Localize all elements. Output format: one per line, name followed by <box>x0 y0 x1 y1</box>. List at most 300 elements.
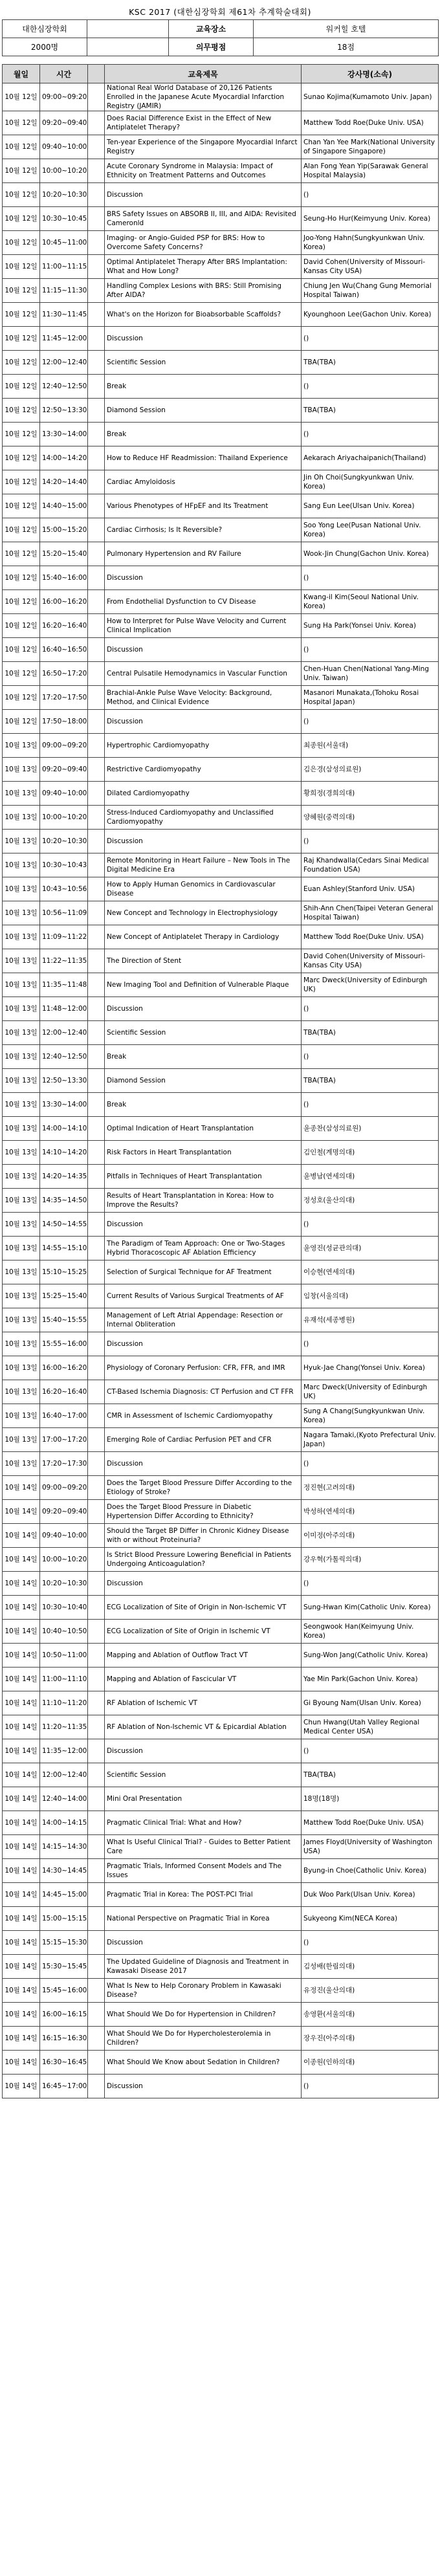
blank-cell <box>88 207 105 231</box>
session-topic: Discussion <box>105 1739 302 1763</box>
session-speaker: 이승현(연세의대) <box>302 1260 439 1284</box>
session-speaker: Marc Dweck(University of Edinburgh UK) <box>302 973 439 997</box>
blank-cell <box>88 159 105 183</box>
session-speaker: Sang Eun Lee(Ulsan Univ. Korea) <box>302 494 439 518</box>
session-time: 11:48~12:00 <box>40 997 88 1021</box>
blank-cell <box>88 1931 105 1955</box>
blank-cell <box>88 351 105 375</box>
session-date: 10월 13일 <box>3 1404 40 1428</box>
session-topic: Mapping and Ablation of Outflow Tract VT <box>105 1644 302 1668</box>
credit-value: 18점 <box>254 38 439 56</box>
session-date: 10월 14일 <box>3 1739 40 1763</box>
table-row <box>3 1476 439 1500</box>
info-row-1 <box>3 20 439 38</box>
session-speaker: Euan Ashley(Stanford Univ. USA) <box>302 877 439 901</box>
blank-cell <box>88 1955 105 1979</box>
session-date: 10월 13일 <box>3 1237 40 1260</box>
session-topic: National Real World Database of 20,126 Patients Enrolled in the Japanese Acute Myocardial Infarction Registry (JAMIR) <box>105 83 302 111</box>
session-date: 10월 14일 <box>3 1763 40 1787</box>
table-row <box>3 1763 439 1787</box>
session-speaker: 윤병남(연세의대) <box>302 1165 439 1189</box>
session-speaker: Sung-Won Jang(Catholic Univ. Korea) <box>302 1644 439 1668</box>
table-row <box>3 446 439 470</box>
session-speaker: Masanori Munakata,(Tohoku Rosai Hospital Japan) <box>302 686 439 710</box>
blank-cell <box>88 1093 105 1117</box>
session-date: 10월 14일 <box>3 2027 40 2051</box>
session-speaker: () <box>302 1572 439 1596</box>
session-date: 10월 12일 <box>3 351 40 375</box>
session-time: 17:00~17:20 <box>40 1428 88 1452</box>
session-speaker: () <box>302 566 439 590</box>
session-time: 14:55~15:10 <box>40 1237 88 1260</box>
session-time: 11:09~11:22 <box>40 925 88 949</box>
session-topic: National Perspective on Pragmatic Trial in Korea <box>105 1907 302 1931</box>
session-topic: Pragmatic Clinical Trial: What and How? <box>105 1811 302 1835</box>
session-speaker: Alan Fong Yean Yip(Sarawak General Hospital Malaysia) <box>302 159 439 183</box>
session-topic: Cardiac Cirrhosis; Is It Reversible? <box>105 518 302 542</box>
blank-cell <box>88 1596 105 1620</box>
table-row <box>3 494 439 518</box>
blank-cell <box>88 542 105 566</box>
session-date: 10월 14일 <box>3 1572 40 1596</box>
session-time: 17:50~18:00 <box>40 710 88 734</box>
blank-cell <box>88 494 105 518</box>
session-speaker: David Cohen(University of Missouri-Kansas City USA) <box>302 949 439 973</box>
session-topic: CMR in Assessment of Ischemic Cardiomyopathy <box>105 1404 302 1428</box>
session-topic: Scientific Session <box>105 1763 302 1787</box>
session-speaker: Aekarach Ariyachaipanich(Thailand) <box>302 446 439 470</box>
session-time: 12:00~12:40 <box>40 1763 88 1787</box>
session-topic: Acute Coronary Syndrome in Malaysia: Impact of Ethnicity on Treatment Patterns and Outcomes <box>105 159 302 183</box>
session-topic: Optimal Indication of Heart Transplantation <box>105 1117 302 1141</box>
session-topic: How to Reduce HF Readmission: Thailand Experience <box>105 446 302 470</box>
header-speaker: 강사명(소속) <box>302 65 439 83</box>
session-time: 11:22~11:35 <box>40 949 88 973</box>
table-row <box>3 1907 439 1931</box>
session-time: 12:50~13:30 <box>40 1069 88 1093</box>
session-topic: From Endothelial Dysfunction to CV Disease <box>105 590 302 614</box>
session-speaker: () <box>302 997 439 1021</box>
table-row <box>3 327 439 351</box>
blank-cell <box>88 279 105 303</box>
blank-cell <box>88 1213 105 1237</box>
session-topic: Results of Heart Transplantation in Korea: How to Improve the Results? <box>105 1189 302 1213</box>
blank-cell <box>88 303 105 327</box>
session-date: 10월 12일 <box>3 542 40 566</box>
blank-cell <box>88 806 105 830</box>
session-time: 12:00~12:40 <box>40 1021 88 1045</box>
session-date: 10월 13일 <box>3 901 40 925</box>
session-time: 10:56~11:09 <box>40 901 88 925</box>
session-time: 11:15~11:30 <box>40 279 88 303</box>
header-time: 시간 <box>40 65 88 83</box>
blank-cell <box>88 231 105 255</box>
session-speaker: 정성호(울산의대) <box>302 1189 439 1213</box>
table-row <box>3 111 439 135</box>
session-topic: Does the Target Blood Pressure Differ According to the Etiology of Stroke? <box>105 1476 302 1500</box>
session-speaker: Sung A Chang(Sungkyunkwan Univ. Korea) <box>302 1404 439 1428</box>
session-time: 10:00~10:20 <box>40 159 88 183</box>
session-topic: Discussion <box>105 710 302 734</box>
session-topic: The Paradigm of Team Approach: One or Two-Stages Hybrid Thoracoscopic AF Ablation Efficiency <box>105 1237 302 1260</box>
session-time: 14:40~15:00 <box>40 494 88 518</box>
session-date: 10월 13일 <box>3 1356 40 1380</box>
session-topic: Discussion <box>105 1213 302 1237</box>
blank-cell <box>88 1572 105 1596</box>
session-topic: Handling Complex Lesions with BRS: Still Promising After AIDA? <box>105 279 302 303</box>
session-topic: Cardiac Amyloidosis <box>105 470 302 494</box>
table-row <box>3 183 439 207</box>
session-time: 09:20~09:40 <box>40 111 88 135</box>
session-speaker: Chan Yan Yee Mark(National University of Singapore Singapore) <box>302 135 439 159</box>
session-speaker: TBA(TBA) <box>302 1069 439 1093</box>
session-speaker: TBA(TBA) <box>302 351 439 375</box>
session-date: 10월 13일 <box>3 830 40 853</box>
session-date: 10월 14일 <box>3 2075 40 2098</box>
session-topic: Discussion <box>105 638 302 662</box>
session-time: 11:00~11:15 <box>40 255 88 279</box>
session-topic: What Should We Do for Hypertension in Children? <box>105 2003 302 2027</box>
blank-cell <box>88 710 105 734</box>
venue-label: 교육장소 <box>169 20 254 38</box>
session-speaker: 양혜원(중력의대) <box>302 806 439 830</box>
session-time: 14:20~14:35 <box>40 1165 88 1189</box>
session-topic: What's on the Horizon for Bioabsorbable Scaffolds? <box>105 303 302 327</box>
session-date: 10월 14일 <box>3 1931 40 1955</box>
blank-cell <box>88 997 105 1021</box>
table-row <box>3 1021 439 1045</box>
session-speaker: Marc Dweck(University of Edinburgh UK) <box>302 1380 439 1404</box>
session-date: 10월 12일 <box>3 327 40 351</box>
session-date: 10월 14일 <box>3 1859 40 1883</box>
session-topic: Discussion <box>105 2075 302 2098</box>
session-time: 11:20~11:35 <box>40 1715 88 1739</box>
session-time: 10:00~10:20 <box>40 806 88 830</box>
table-row <box>3 1668 439 1691</box>
session-speaker: 황희정(경희의대) <box>302 782 439 806</box>
table-row <box>3 518 439 542</box>
session-topic: What Should We Know about Sedation in Children? <box>105 2051 302 2075</box>
session-topic: ECG Localization of Site of Origin in Ischemic VT <box>105 1620 302 1644</box>
session-date: 10월 12일 <box>3 159 40 183</box>
table-row <box>3 1452 439 1476</box>
blank-cell <box>88 1979 105 2003</box>
session-speaker: Sung-Hwan Kim(Catholic Univ. Korea) <box>302 1596 439 1620</box>
session-date: 10월 12일 <box>3 255 40 279</box>
session-speaker: 윤영진(성균관의대) <box>302 1237 439 1260</box>
blank-cell <box>88 1284 105 1308</box>
session-date: 10월 13일 <box>3 806 40 830</box>
blank-cell <box>88 1021 105 1045</box>
session-time: 10:20~10:30 <box>40 830 88 853</box>
session-time: 11:00~11:10 <box>40 1668 88 1691</box>
session-time: 09:00~09:20 <box>40 83 88 111</box>
table-row <box>3 2003 439 2027</box>
document-title: KSC 2017 (대한심장학회 제61차 추계학술대회) <box>129 7 311 17</box>
session-topic: Current Results of Various Surgical Treatments of AF <box>105 1284 302 1308</box>
table-row <box>3 1141 439 1165</box>
session-date: 10월 12일 <box>3 303 40 327</box>
session-date: 10월 12일 <box>3 207 40 231</box>
blank-cell <box>88 255 105 279</box>
session-date: 10월 13일 <box>3 1332 40 1356</box>
blank-cell <box>88 614 105 638</box>
session-date: 10월 12일 <box>3 494 40 518</box>
session-speaker: 이미정(아주의대) <box>302 1524 439 1548</box>
session-date: 10월 12일 <box>3 614 40 638</box>
table-row <box>3 1284 439 1308</box>
table-row <box>3 1835 439 1859</box>
session-time: 16:00~16:20 <box>40 1356 88 1380</box>
session-time: 12:00~12:40 <box>40 351 88 375</box>
session-date: 10월 12일 <box>3 566 40 590</box>
session-speaker: Nagara Tamaki,(Kyoto Prefectural Univ. Japan) <box>302 1428 439 1452</box>
session-speaker: () <box>302 1739 439 1763</box>
session-date: 10월 14일 <box>3 2051 40 2075</box>
table-row <box>3 351 439 375</box>
session-time: 15:40~16:00 <box>40 566 88 590</box>
session-topic: Discussion <box>105 1332 302 1356</box>
table-row <box>3 662 439 686</box>
session-speaker: 이종원(인하의대) <box>302 2051 439 2075</box>
blank-cell <box>88 901 105 925</box>
session-topic: New Concept and Technology in Electrophysiology <box>105 901 302 925</box>
session-date: 10월 13일 <box>3 1284 40 1308</box>
session-time: 15:00~15:20 <box>40 518 88 542</box>
table-row <box>3 806 439 830</box>
session-speaker: TBA(TBA) <box>302 1763 439 1787</box>
table-row <box>3 135 439 159</box>
session-speaker: () <box>302 1213 439 1237</box>
session-date: 10월 12일 <box>3 423 40 446</box>
table-row <box>3 1332 439 1356</box>
session-topic: Brachial-Ankle Pulse Wave Velocity: Background, Method, and Clinical Evidence <box>105 686 302 710</box>
blank-cell <box>88 1332 105 1356</box>
session-time: 09:40~10:00 <box>40 1524 88 1548</box>
attendee-count: 2000명 <box>3 38 87 56</box>
blank-cell <box>88 1787 105 1811</box>
blank-cell <box>88 662 105 686</box>
session-time: 14:20~14:40 <box>40 470 88 494</box>
table-row <box>3 542 439 566</box>
table-row <box>3 830 439 853</box>
table-row <box>3 399 439 423</box>
table-row <box>3 1117 439 1141</box>
session-topic: RF Ablation of Non-Ischemic VT & Epicardial Ablation <box>105 1715 302 1739</box>
session-speaker: 송영환(서울의대) <box>302 2003 439 2027</box>
blank-cell <box>88 446 105 470</box>
table-row <box>3 279 439 303</box>
session-topic: Remote Monitoring in Heart Failure – New Tools in The Digital Medicine Era <box>105 853 302 877</box>
session-topic: What Is New to Help Coronary Problem in Kawasaki Disease? <box>105 1979 302 2003</box>
session-time: 11:35~12:00 <box>40 1739 88 1763</box>
society-name: 대한심장학회 <box>3 20 87 38</box>
blank-cell <box>88 1476 105 1500</box>
session-date: 10월 13일 <box>3 1308 40 1332</box>
session-speaker: 김성배(한림의대) <box>302 1955 439 1979</box>
session-speaker: Matthew Todd Roe(Duke Univ. USA) <box>302 1811 439 1835</box>
session-time: 14:45~15:00 <box>40 1883 88 1907</box>
session-date: 10월 13일 <box>3 1021 40 1045</box>
session-date: 10월 12일 <box>3 111 40 135</box>
session-topic: Emerging Role of Cardiac Perfusion PET and CFR <box>105 1428 302 1452</box>
table-row <box>3 1189 439 1213</box>
session-time: 09:40~10:00 <box>40 782 88 806</box>
blank-cell <box>88 2075 105 2098</box>
session-topic: Discussion <box>105 830 302 853</box>
table-row <box>3 566 439 590</box>
table-row <box>3 1979 439 2003</box>
session-speaker: Raj Khandwalla(Cedars Sinai Medical Foundation USA) <box>302 853 439 877</box>
session-speaker: Shih-Ann Chen(Taipei Veteran General Hospital Taiwan) <box>302 901 439 925</box>
session-time: 10:30~10:45 <box>40 207 88 231</box>
session-time: 14:00~14:15 <box>40 1811 88 1835</box>
session-date: 10월 14일 <box>3 1955 40 1979</box>
session-topic: Risk Factors in Heart Transplantation <box>105 1141 302 1165</box>
session-topic: Discussion <box>105 183 302 207</box>
blank-cell <box>88 1691 105 1715</box>
session-speaker: 김은경(삼성의료원) <box>302 758 439 782</box>
session-time: 17:20~17:30 <box>40 1452 88 1476</box>
table-row <box>3 782 439 806</box>
session-date: 10월 14일 <box>3 1883 40 1907</box>
table-row <box>3 1404 439 1428</box>
table-row <box>3 1524 439 1548</box>
session-date: 10월 12일 <box>3 231 40 255</box>
session-speaker: Gi Byoung Nam(Ulsan Univ. Korea) <box>302 1691 439 1715</box>
session-date: 10월 13일 <box>3 877 40 901</box>
header-blank <box>88 65 105 83</box>
session-topic: Pragmatic Trial in Korea: The POST-PCI Trial <box>105 1883 302 1907</box>
session-speaker: TBA(TBA) <box>302 1021 439 1045</box>
session-topic: New Concept of Antiplatelet Therapy in Cardiology <box>105 925 302 949</box>
session-speaker: 김인철(계명의대) <box>302 1141 439 1165</box>
session-date: 10월 13일 <box>3 949 40 973</box>
session-time: 09:40~10:00 <box>40 135 88 159</box>
session-date: 10월 12일 <box>3 183 40 207</box>
table-row <box>3 1620 439 1644</box>
session-topic: Scientific Session <box>105 351 302 375</box>
blank-cell <box>88 686 105 710</box>
table-row <box>3 1691 439 1715</box>
session-speaker: Seung-Ho Hur(Keimyung Univ. Korea) <box>302 207 439 231</box>
session-topic: Should the Target BP Differ in Chronic Kidney Disease with or without Proteinuria? <box>105 1524 302 1548</box>
session-time: 09:20~09:40 <box>40 1500 88 1524</box>
schedule-header-row <box>3 65 439 83</box>
session-topic: Is Strict Blood Pressure Lowering Beneficial in Patients Undergoing Anticoagulation? <box>105 1548 302 1572</box>
session-time: 15:10~15:25 <box>40 1260 88 1284</box>
table-row <box>3 1572 439 1596</box>
session-time: 10:30~10:43 <box>40 853 88 877</box>
session-speaker: () <box>302 1093 439 1117</box>
session-topic: Central Pulsatile Hemodynamics in Vascular Function <box>105 662 302 686</box>
blank-cell <box>88 2027 105 2051</box>
session-time: 16:40~17:00 <box>40 1404 88 1428</box>
session-date: 10월 14일 <box>3 1644 40 1668</box>
session-date: 10월 12일 <box>3 399 40 423</box>
blank-cell <box>88 734 105 758</box>
session-time: 16:15~16:30 <box>40 2027 88 2051</box>
session-time: 14:10~14:20 <box>40 1141 88 1165</box>
session-topic: How to Interpret for Pulse Wave Velocity and Current Clinical Implication <box>105 614 302 638</box>
session-speaker: Duk Woo Park(Ulsan Univ. Korea) <box>302 1883 439 1907</box>
blank-cell <box>88 1308 105 1332</box>
table-row <box>3 973 439 997</box>
session-speaker: Kyounghoon Lee(Gachon Univ. Korea) <box>302 303 439 327</box>
session-speaker: Matthew Todd Roe(Duke Univ. USA) <box>302 925 439 949</box>
blank-cell <box>88 183 105 207</box>
session-speaker: 유정진(울산의대) <box>302 1979 439 2003</box>
blank-cell <box>88 2051 105 2075</box>
session-time: 10:50~11:00 <box>40 1644 88 1668</box>
session-topic: Selection of Surgical Technique for AF Treatment <box>105 1260 302 1284</box>
session-date: 10월 13일 <box>3 997 40 1021</box>
blank-cell <box>88 1859 105 1883</box>
session-speaker: () <box>302 830 439 853</box>
session-time: 09:00~09:20 <box>40 1476 88 1500</box>
session-time: 16:45~17:00 <box>40 2075 88 2098</box>
session-date: 10월 14일 <box>3 1548 40 1572</box>
session-date: 10월 12일 <box>3 590 40 614</box>
session-date: 10월 13일 <box>3 853 40 877</box>
table-row <box>3 1955 439 1979</box>
session-date: 10월 13일 <box>3 925 40 949</box>
table-row <box>3 2051 439 2075</box>
session-date: 10월 13일 <box>3 1117 40 1141</box>
blank-cell <box>88 423 105 446</box>
session-speaker: 18명(18명) <box>302 1787 439 1811</box>
session-topic: Discussion <box>105 327 302 351</box>
blank-cell <box>88 1189 105 1213</box>
session-topic: Various Phenotypes of HFpEF and Its Treatment <box>105 494 302 518</box>
session-speaker: () <box>302 375 439 399</box>
session-date: 10월 13일 <box>3 1213 40 1237</box>
session-date: 10월 13일 <box>3 1189 40 1213</box>
session-time: 12:40~12:50 <box>40 375 88 399</box>
blank-cell <box>88 1428 105 1452</box>
session-time: 16:00~16:20 <box>40 590 88 614</box>
session-topic: Discussion <box>105 1572 302 1596</box>
session-topic: Discussion <box>105 1452 302 1476</box>
session-speaker: Hyuk-Jae Chang(Yonsei Univ. Korea) <box>302 1356 439 1380</box>
session-time: 10:45~11:00 <box>40 231 88 255</box>
session-date: 10월 13일 <box>3 1260 40 1284</box>
session-topic: ECG Localization of Site of Origin in Non-Ischemic VT <box>105 1596 302 1620</box>
blank-cell <box>88 470 105 494</box>
session-topic: Hypertrophic Cardiomyopathy <box>105 734 302 758</box>
blank-cell <box>88 1883 105 1907</box>
session-speaker: Chun Hwang(Utah Valley Regional Medical Center USA) <box>302 1715 439 1739</box>
session-topic: Pitfalls in Techniques of Heart Transplantation <box>105 1165 302 1189</box>
session-date: 10월 14일 <box>3 1715 40 1739</box>
session-speaker: 최종원(서울대) <box>302 734 439 758</box>
session-speaker: Joo-Yong Hahn(Sungkyunkwan Univ. Korea) <box>302 231 439 255</box>
session-topic: Dilated Cardiomyopathy <box>105 782 302 806</box>
session-time: 15:20~15:40 <box>40 542 88 566</box>
session-speaker: Wook-Jin Chung(Gachon Univ. Korea) <box>302 542 439 566</box>
session-topic: Break <box>105 1093 302 1117</box>
session-topic: CT-Based Ischemia Diagnosis: CT Perfusion and CT FFR <box>105 1380 302 1404</box>
session-speaker: () <box>302 1332 439 1356</box>
session-speaker: Seongwook Han(Keimyung Univ. Korea) <box>302 1620 439 1644</box>
session-date: 10월 13일 <box>3 1069 40 1093</box>
session-topic: New Imaging Tool and Definition of Vulnerable Plaque <box>105 973 302 997</box>
session-time: 10:40~10:50 <box>40 1620 88 1644</box>
session-topic: Ten-year Experience of the Singapore Myocardial Infarct Registry <box>105 135 302 159</box>
session-topic: Stress-Induced Cardiomyopathy and Unclassified Cardiomyopathy <box>105 806 302 830</box>
blank-cell <box>88 949 105 973</box>
session-topic: Physiology of Coronary Perfusion: CFR, FFR, and IMR <box>105 1356 302 1380</box>
